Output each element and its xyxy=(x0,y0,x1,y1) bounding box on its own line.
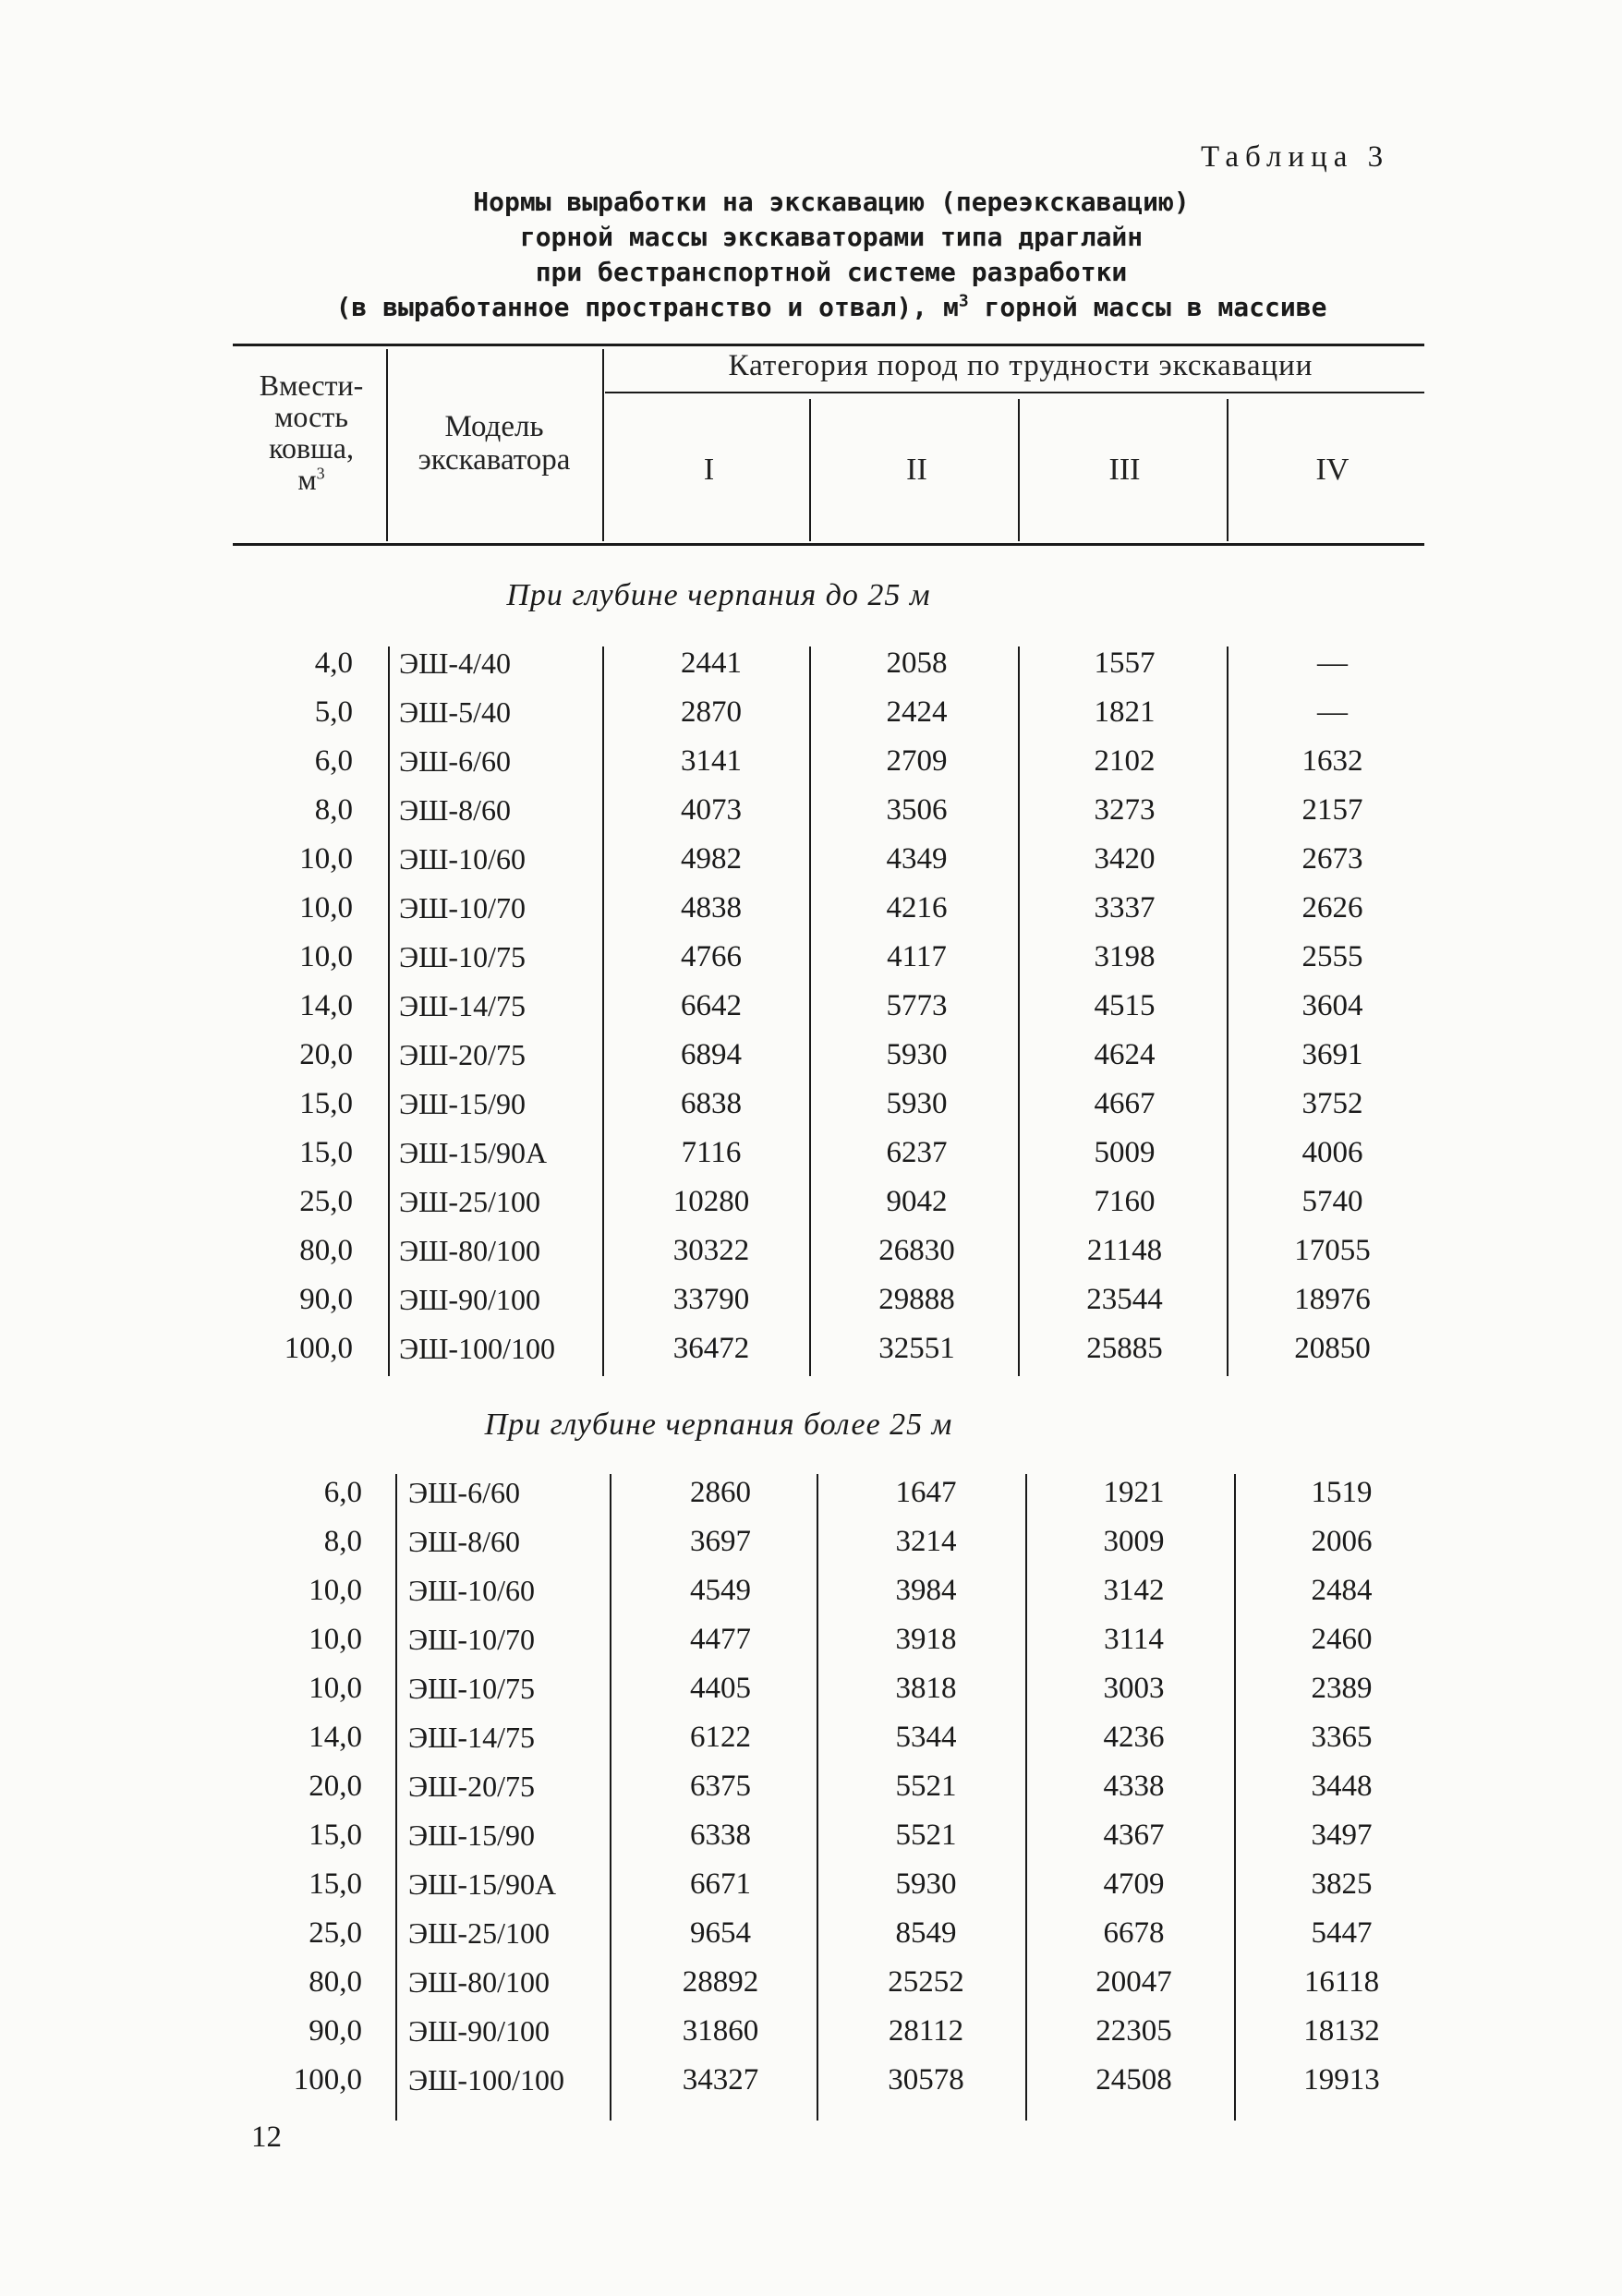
value-cell-iii: 4236 xyxy=(1103,1721,1165,1754)
value-cell-iv: — xyxy=(1317,647,1348,680)
table-row xyxy=(0,1958,1478,2007)
capacity-cell: 8,0 xyxy=(323,1525,362,1558)
value-cell-iii: 4709 xyxy=(1103,1867,1165,1901)
section-title-depth-up-to-25: При глубине черпания до 25 м xyxy=(506,578,931,612)
value-cell-iii: 4515 xyxy=(1094,989,1156,1022)
value-cell-iv: 16118 xyxy=(1303,1965,1380,1999)
value-cell-ii: 2058 xyxy=(886,647,948,680)
table-row xyxy=(0,1811,1478,1860)
capacity-cell: 10,0 xyxy=(299,891,353,924)
header-top-rule xyxy=(233,344,1424,346)
table-row xyxy=(0,1762,1478,1811)
value-cell-i: 4982 xyxy=(681,842,742,876)
value-cell-iii: 6678 xyxy=(1103,1916,1165,1950)
table-row xyxy=(0,737,1478,786)
capacity-cell: 10,0 xyxy=(309,1623,362,1656)
value-cell-iii: 3114 xyxy=(1104,1623,1164,1656)
capacity-cell: 5,0 xyxy=(314,695,353,729)
value-cell-ii: 5930 xyxy=(895,1867,957,1901)
model-cell: ЭШ-100/100 xyxy=(399,1332,555,1365)
table-row xyxy=(0,1517,1478,1566)
value-cell-iii: 3337 xyxy=(1094,891,1156,924)
value-cell-i: 4549 xyxy=(690,1574,751,1607)
capacity-cell: 6,0 xyxy=(314,744,353,778)
value-cell-i: 4838 xyxy=(681,891,742,924)
model-cell: ЭШ-90/100 xyxy=(399,1283,540,1316)
value-cell-ii: 8549 xyxy=(895,1916,957,1950)
value-cell-ii: 3818 xyxy=(895,1672,957,1705)
value-cell-iii: 3009 xyxy=(1103,1525,1165,1558)
value-cell-iv: 18976 xyxy=(1294,1283,1371,1316)
value-cell-i: 7116 xyxy=(681,1136,742,1169)
value-cell-ii: 5344 xyxy=(895,1721,957,1754)
table-title xyxy=(231,185,1432,325)
value-cell-ii: 5521 xyxy=(895,1819,957,1852)
model-cell: ЭШ-4/40 xyxy=(399,647,511,680)
value-cell-iv: 3497 xyxy=(1311,1819,1373,1852)
value-cell-iv: 1519 xyxy=(1311,1476,1373,1509)
value-cell-i: 4405 xyxy=(690,1672,751,1705)
value-cell-iv: 1632 xyxy=(1301,744,1363,778)
value-cell-iv: 18132 xyxy=(1303,2014,1380,2048)
value-cell-iii: 3142 xyxy=(1103,1574,1165,1607)
model-cell: ЭШ-25/100 xyxy=(408,1916,550,1950)
table-row xyxy=(0,835,1478,884)
value-cell-iv: 2626 xyxy=(1301,891,1363,924)
header-capacity-line: ковша, xyxy=(269,431,354,465)
capacity-cell: 25,0 xyxy=(299,1185,353,1218)
value-cell-i: 6838 xyxy=(681,1087,742,1120)
value-cell-i: 28892 xyxy=(682,1965,759,1999)
model-cell: ЭШ-25/100 xyxy=(399,1185,540,1218)
value-cell-iv: 5740 xyxy=(1301,1185,1363,1218)
category-rule xyxy=(605,392,1424,393)
table-row xyxy=(0,786,1478,835)
capacity-cell: 6,0 xyxy=(323,1476,362,1509)
value-cell-ii: 4216 xyxy=(886,891,948,924)
value-cell-iii: 3420 xyxy=(1094,842,1156,876)
header-model-line: экскаватора xyxy=(418,443,571,477)
value-cell-iii: 20047 xyxy=(1095,1965,1172,1999)
model-cell: ЭШ-15/90 xyxy=(408,1819,535,1852)
table-row xyxy=(0,688,1478,737)
value-cell-i: 3141 xyxy=(681,744,742,778)
value-cell-i: 9654 xyxy=(690,1916,751,1950)
value-cell-i: 6671 xyxy=(690,1867,751,1901)
capacity-cell: 8,0 xyxy=(314,793,353,827)
model-cell: ЭШ-6/60 xyxy=(399,744,511,778)
header-capacity-line: мость xyxy=(274,400,348,433)
value-cell-i: 6338 xyxy=(690,1819,751,1852)
value-cell-ii: 3506 xyxy=(886,793,948,827)
capacity-cell: 15,0 xyxy=(309,1819,362,1852)
header-category-i: I xyxy=(703,453,715,487)
value-cell-ii: 3918 xyxy=(895,1623,957,1656)
header-capacity xyxy=(242,369,381,495)
value-cell-iv: 2484 xyxy=(1311,1574,1373,1607)
unit-superscript: 3 xyxy=(316,464,325,483)
value-cell-iv: 3752 xyxy=(1301,1087,1363,1120)
value-cell-iv: 3604 xyxy=(1301,989,1363,1022)
title-line: при бестранспортной системе разработки xyxy=(535,257,1128,287)
table-row xyxy=(0,1468,1478,1517)
value-cell-iv: — xyxy=(1317,695,1348,729)
title-line xyxy=(231,290,1432,325)
value-cell-ii: 2424 xyxy=(886,695,948,729)
model-cell: ЭШ-10/75 xyxy=(399,940,526,973)
table-row xyxy=(0,1713,1478,1762)
value-cell-iv: 3691 xyxy=(1301,1038,1363,1071)
table-row xyxy=(0,933,1478,982)
table-row xyxy=(0,1664,1478,1713)
value-cell-ii: 5930 xyxy=(886,1087,948,1120)
value-cell-ii: 30578 xyxy=(888,2063,964,2097)
value-cell-ii: 32551 xyxy=(878,1332,955,1365)
table-row xyxy=(0,1324,1478,1373)
value-cell-iv: 5447 xyxy=(1311,1916,1373,1950)
value-cell-i: 34327 xyxy=(682,2063,759,2097)
value-cell-ii: 26830 xyxy=(878,1234,955,1267)
table-row xyxy=(0,1566,1478,1615)
title-line: горной массы экскаваторами типа драглайн xyxy=(519,222,1144,252)
capacity-cell: 100,0 xyxy=(284,1332,353,1365)
header-category-iii: III xyxy=(1108,453,1141,487)
value-cell-iii: 22305 xyxy=(1095,2014,1172,2048)
model-cell: ЭШ-15/90 xyxy=(399,1087,526,1120)
value-cell-ii: 9042 xyxy=(886,1185,948,1218)
value-cell-iii: 5009 xyxy=(1094,1136,1156,1169)
value-cell-iv: 2555 xyxy=(1301,940,1363,973)
header-capacity-unit xyxy=(242,464,381,495)
header-model-line: Модель xyxy=(444,410,544,443)
table-row xyxy=(0,1031,1478,1080)
value-cell-i: 30322 xyxy=(672,1234,750,1267)
value-cell-i: 2870 xyxy=(681,695,742,729)
capacity-cell: 90,0 xyxy=(309,2014,362,2048)
table-row xyxy=(0,1275,1478,1324)
value-cell-i: 2441 xyxy=(681,647,742,680)
value-cell-i: 4766 xyxy=(681,940,742,973)
title-line-text: (в выработанное пространство и отвал), м xyxy=(335,292,959,322)
header-bottom-rule xyxy=(233,543,1424,546)
model-cell: ЭШ-80/100 xyxy=(408,1965,550,1999)
table-row xyxy=(0,2056,1478,2105)
value-cell-ii: 2709 xyxy=(886,744,948,778)
header-category-iv: IV xyxy=(1315,453,1350,487)
value-cell-i: 31860 xyxy=(682,2014,759,2048)
model-cell: ЭШ-90/100 xyxy=(408,2014,550,2048)
table-row xyxy=(0,1909,1478,1958)
table-row xyxy=(0,1227,1478,1275)
title-line: Нормы выработки на экскавацию (переэкскавацию) xyxy=(473,187,1190,217)
capacity-cell: 25,0 xyxy=(309,1916,362,1950)
value-cell-i: 2860 xyxy=(690,1476,751,1509)
capacity-cell: 10,0 xyxy=(309,1672,362,1705)
value-cell-ii: 4349 xyxy=(886,842,948,876)
page-number: 12 xyxy=(251,2121,282,2154)
table-row xyxy=(0,1860,1478,1909)
value-cell-ii: 25252 xyxy=(888,1965,964,1999)
capacity-cell: 10,0 xyxy=(299,842,353,876)
value-cell-iv: 3825 xyxy=(1311,1867,1373,1901)
value-cell-i: 6122 xyxy=(690,1721,751,1754)
model-cell: ЭШ-10/60 xyxy=(408,1574,535,1607)
value-cell-ii: 28112 xyxy=(888,2014,964,2048)
model-cell: ЭШ-80/100 xyxy=(399,1234,540,1267)
value-cell-ii: 4117 xyxy=(887,940,947,973)
table-label: Таблица 3 xyxy=(1201,140,1390,174)
model-cell: ЭШ-15/90А xyxy=(408,1867,557,1901)
model-cell: ЭШ-8/60 xyxy=(408,1525,520,1558)
value-cell-iv: 17055 xyxy=(1294,1234,1371,1267)
value-cell-iii: 3198 xyxy=(1094,940,1156,973)
value-cell-iii: 1921 xyxy=(1103,1476,1165,1509)
value-cell-iv: 2157 xyxy=(1301,793,1363,827)
model-cell: ЭШ-100/100 xyxy=(408,2063,564,2097)
capacity-cell: 100,0 xyxy=(293,2063,362,2097)
model-cell: ЭШ-20/75 xyxy=(399,1038,526,1071)
table-row xyxy=(0,1080,1478,1129)
value-cell-iv: 19913 xyxy=(1303,2063,1380,2097)
value-cell-iv: 2460 xyxy=(1311,1623,1373,1656)
value-cell-i: 4073 xyxy=(681,793,742,827)
unit-base: м xyxy=(297,463,317,496)
value-cell-iv: 20850 xyxy=(1294,1332,1371,1365)
value-cell-i: 6375 xyxy=(690,1770,751,1803)
table-row xyxy=(0,2007,1478,2056)
value-cell-iv: 2006 xyxy=(1311,1525,1373,1558)
value-cell-iii: 4338 xyxy=(1103,1770,1165,1803)
value-cell-iii: 21148 xyxy=(1086,1234,1163,1267)
value-cell-i: 33790 xyxy=(672,1283,750,1316)
capacity-cell: 15,0 xyxy=(299,1087,353,1120)
model-cell: ЭШ-6/60 xyxy=(408,1476,520,1509)
model-cell: ЭШ-15/90А xyxy=(399,1136,548,1169)
value-cell-i: 10280 xyxy=(672,1185,750,1218)
value-cell-iii: 2102 xyxy=(1094,744,1156,778)
capacity-cell: 90,0 xyxy=(299,1283,353,1316)
value-cell-iii: 1557 xyxy=(1094,647,1156,680)
value-cell-iv: 2673 xyxy=(1301,842,1363,876)
table-row xyxy=(0,1178,1478,1227)
value-cell-iii: 1821 xyxy=(1094,695,1156,729)
table-row xyxy=(0,639,1478,688)
value-cell-ii: 1647 xyxy=(895,1476,957,1509)
capacity-cell: 20,0 xyxy=(299,1038,353,1071)
capacity-cell: 10,0 xyxy=(309,1574,362,1607)
value-cell-iv: 3365 xyxy=(1311,1721,1373,1754)
section-title-depth-over-25: При глубине черпания более 25 м xyxy=(484,1408,953,1442)
header-category-ii: II xyxy=(906,453,927,487)
value-cell-iii: 25885 xyxy=(1086,1332,1163,1365)
model-cell: ЭШ-20/75 xyxy=(408,1770,535,1803)
capacity-cell: 4,0 xyxy=(314,647,353,680)
table-row xyxy=(0,982,1478,1031)
header-divider xyxy=(602,349,604,541)
model-cell: ЭШ-14/75 xyxy=(399,989,526,1022)
value-cell-ii: 5521 xyxy=(895,1770,957,1803)
model-cell: ЭШ-8/60 xyxy=(399,793,511,827)
value-cell-i: 36472 xyxy=(672,1332,750,1365)
capacity-cell: 20,0 xyxy=(309,1770,362,1803)
value-cell-ii: 29888 xyxy=(878,1283,955,1316)
value-cell-i: 6642 xyxy=(681,989,742,1022)
value-cell-iii: 4367 xyxy=(1103,1819,1165,1852)
value-cell-i: 3697 xyxy=(690,1525,751,1558)
value-cell-ii: 5930 xyxy=(886,1038,948,1071)
value-cell-iii: 23544 xyxy=(1086,1283,1163,1316)
capacity-cell: 15,0 xyxy=(299,1136,353,1169)
value-cell-iv: 2389 xyxy=(1311,1672,1373,1705)
capacity-cell: 80,0 xyxy=(299,1234,353,1267)
table-row xyxy=(0,1129,1478,1178)
value-cell-iii: 4667 xyxy=(1094,1087,1156,1120)
value-cell-iii: 4624 xyxy=(1094,1038,1156,1071)
model-cell: ЭШ-10/60 xyxy=(399,842,526,876)
capacity-cell: 10,0 xyxy=(299,940,353,973)
model-cell: ЭШ-10/70 xyxy=(399,891,526,924)
header-capacity-line: Вмести- xyxy=(259,369,364,402)
title-line-text: горной массы в массиве xyxy=(968,292,1327,322)
model-cell: ЭШ-10/75 xyxy=(408,1672,535,1705)
header-category-title: Категория пород по трудности экскавации xyxy=(728,349,1313,382)
value-cell-iv: 4006 xyxy=(1301,1136,1363,1169)
value-cell-iii: 24508 xyxy=(1095,2063,1172,2097)
value-cell-ii: 6237 xyxy=(886,1136,948,1169)
value-cell-ii: 5773 xyxy=(886,989,948,1022)
capacity-cell: 15,0 xyxy=(309,1867,362,1901)
value-cell-ii: 3214 xyxy=(895,1525,957,1558)
model-cell: ЭШ-14/75 xyxy=(408,1721,535,1754)
model-cell: ЭШ-5/40 xyxy=(399,695,511,729)
value-cell-iii: 3273 xyxy=(1094,793,1156,827)
value-cell-i: 4477 xyxy=(690,1623,751,1656)
capacity-cell: 14,0 xyxy=(309,1721,362,1754)
value-cell-iii: 7160 xyxy=(1094,1185,1156,1218)
title-unit-superscript: 3 xyxy=(958,291,969,311)
capacity-cell: 80,0 xyxy=(309,1965,362,1999)
capacity-cell: 14,0 xyxy=(299,989,353,1022)
value-cell-iv: 3448 xyxy=(1311,1770,1373,1803)
header-model xyxy=(388,410,600,477)
value-cell-ii: 3984 xyxy=(895,1574,957,1607)
value-cell-iii: 3003 xyxy=(1103,1672,1165,1705)
table-row xyxy=(0,884,1478,933)
table-row xyxy=(0,1615,1478,1664)
model-cell: ЭШ-10/70 xyxy=(408,1623,535,1656)
value-cell-i: 6894 xyxy=(681,1038,742,1071)
